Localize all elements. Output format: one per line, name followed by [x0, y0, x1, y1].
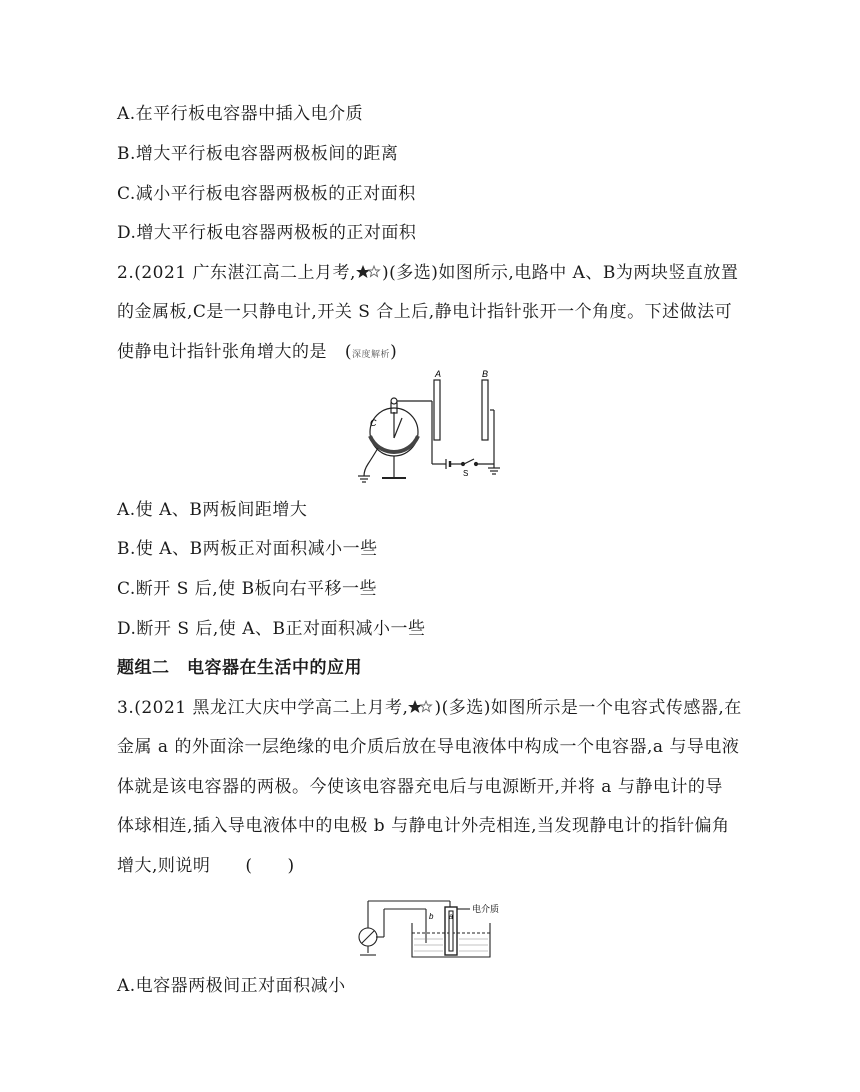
q1-option-c: C.减小平行板电容器两极板的正对面积	[117, 184, 416, 204]
q1-option-a: A.在平行板电容器中插入电介质	[117, 104, 364, 124]
q1-option-b: B.增大平行板电容器两极板间的距离	[117, 144, 399, 164]
label-plate-a: A	[434, 369, 442, 379]
label-plate-b: B	[481, 369, 489, 379]
q2-option-b: B.使 A、B两板正对面积减小一些	[117, 539, 378, 559]
label-switch: S	[463, 469, 469, 478]
q2-option-c: C.断开 S 后,使 B板向右平移一些	[117, 579, 378, 599]
q3-stem-line1	[117, 697, 742, 719]
q2-paren-close: )	[390, 342, 398, 362]
q2-circuit-figure	[350, 368, 510, 490]
q2-stem-source: 2.(2021 广东湛江高二上月考,	[117, 263, 356, 283]
q2-stem-line2: 的金属板,C是一只静电计,开关 S 合上后,静电计指针张开一个角度。下述做法可	[117, 302, 733, 322]
q3-stem-line5: 增大,则说明 ( )	[117, 856, 295, 876]
difficulty-star-icon	[408, 699, 434, 715]
q2-stem-tail: 使静电计指针张角增大的是	[117, 342, 327, 362]
q2-stem-line1	[117, 262, 738, 284]
q2-stem-line3	[117, 341, 397, 366]
q2-tag: 深度解析	[352, 350, 391, 360]
switch-s	[464, 459, 474, 464]
label-a: a	[448, 912, 454, 921]
section-heading: 题组二 电容器在生活中的应用	[117, 658, 362, 678]
q1-option-d: D.增大平行板电容器两极板的正对面积	[117, 223, 417, 243]
q3-stem-source: 3.(2021 黑龙江大庆中学高二上月考,	[117, 698, 409, 718]
label-b: b	[429, 912, 434, 921]
plate-a	[434, 380, 440, 440]
label-electrometer: C	[370, 418, 377, 428]
q3-sensor-figure	[350, 893, 520, 963]
q3-option-a: A.电容器两极间正对面积减小	[117, 976, 346, 996]
q3-stem-line2: 金属 a 的外面涂一层绝缘的电介质后放在导电液体中构成一个电容器,a 与导电液	[117, 737, 740, 757]
electrometer-needle	[362, 931, 374, 943]
q3-stem-rest: )(多选)如图所示是一个电容式传感器,在	[434, 698, 742, 718]
q2-stem-rest: )(多选)如图所示,电路中 A、B为两块竖直放置	[381, 263, 739, 283]
q2-paren-open: (	[344, 342, 353, 362]
electrometer-needle	[394, 418, 402, 438]
plate-b	[482, 380, 488, 440]
q3-stem-line4: 体球相连,插入导电液体中的电极 b 与静电计外壳相连,当发现静电计的指针偏角	[117, 816, 730, 836]
label-dielectric: 电介质	[472, 904, 500, 914]
q2-option-d: D.断开 S 后,使 A、B正对面积减小一些	[117, 619, 426, 639]
q2-option-a: A.使 A、B两板间距增大	[117, 500, 308, 520]
q3-stem-line3: 体就是该电容器的两极。今使该电容器充电后与电源断开,并将 a 与静电计的导	[117, 777, 723, 797]
difficulty-star-icon	[356, 264, 382, 280]
